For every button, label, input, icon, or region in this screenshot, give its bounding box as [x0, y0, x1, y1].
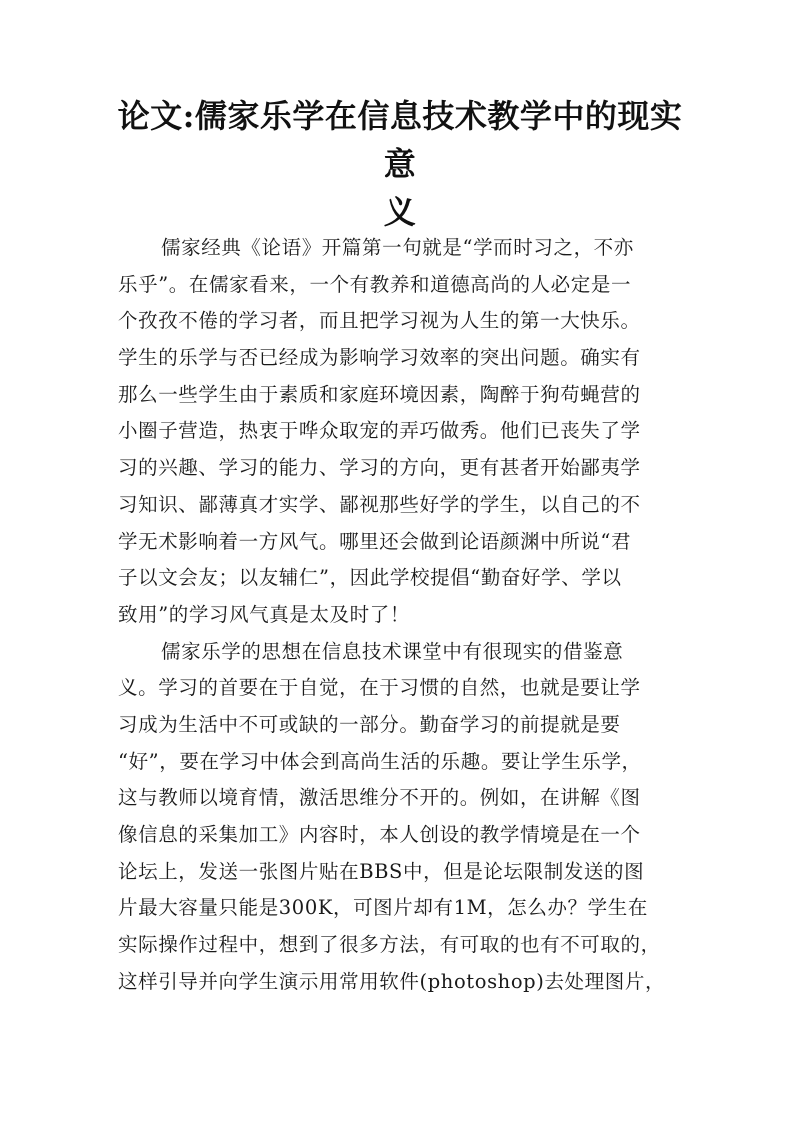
document-body	[118, 230, 698, 1000]
paragraph-1	[118, 230, 698, 634]
text-line: 这与教师以境育情，激活思维分不开的。例如，在讲解《图	[118, 786, 641, 810]
text-line: 实际操作过程中，想到了很多方法，有可取的也有不可取的，	[118, 933, 661, 957]
text-line: 论坛上，发送一张图片贴在BBS中，但是论坛限制发送的图	[118, 859, 645, 883]
text-line: 习成为生活中不可或缺的一部分。勤奋学习的前提就是要	[118, 712, 621, 736]
text-line: 像信息的采集加工》内容时，本人创设的教学情境是在一个	[118, 823, 641, 846]
text-line: 那么一些学生由于素质和家庭环境因素，陶醉于狗苟蝇营的	[118, 382, 641, 406]
text-line: 义。学习的首要在于自觉，在于习惯的自然，也就是要让学	[118, 676, 641, 700]
title-line: 论文:儒家乐学在信息技术教学中的现实意	[117, 97, 683, 183]
text-line: 习的兴趣、学习的能力、学习的方向，更有甚者开始鄙夷学	[118, 456, 641, 480]
text-line: 小圈子营造，热衷于哗众取宠的弄巧做秀。他们已丧失了学	[118, 419, 641, 443]
text-line: 片最大容量只能是300K，可图片却有1M，怎么办？学生在	[118, 896, 648, 920]
text-line: 学生的乐学与否已经成为影响学习效率的突出问题。确实有	[118, 346, 641, 370]
text-line: “好”，要在学习中体会到高尚生活的乐趣。要让学生乐学，	[118, 749, 642, 773]
paragraph-2	[118, 634, 698, 1001]
text-line: 习知识、鄙薄真才实学、鄙视那些好学的学生，以自己的不	[118, 492, 641, 516]
text-line: 致用”的学习风气真是太及时了！	[118, 602, 410, 626]
text-line: 儒家乐学的思想在信息技术课堂中有很现实的借鉴意	[161, 639, 624, 663]
text-line: 子以文会友；以友辅仁”，因此学校提倡“勤奋好学、学以	[118, 566, 622, 590]
text-line: 这样引导并向学生演示用常用软件(photoshop)去处理图片，	[118, 969, 666, 993]
text-line: 个孜孜不倦的学习者，而且把学习视为人生的第一大快乐。	[118, 309, 641, 333]
title-line: 义	[383, 193, 417, 231]
document-title	[110, 92, 690, 236]
text-line: 乐乎”。在儒家看来，一个有教养和道德高尚的人必定是一	[118, 272, 632, 296]
text-line: 学无术影响着一方风气。哪里还会做到论语颜渊中所说“君	[118, 529, 632, 553]
text-line: 儒家经典《论语》开篇第一句就是“学而时习之，不亦	[161, 236, 634, 259]
